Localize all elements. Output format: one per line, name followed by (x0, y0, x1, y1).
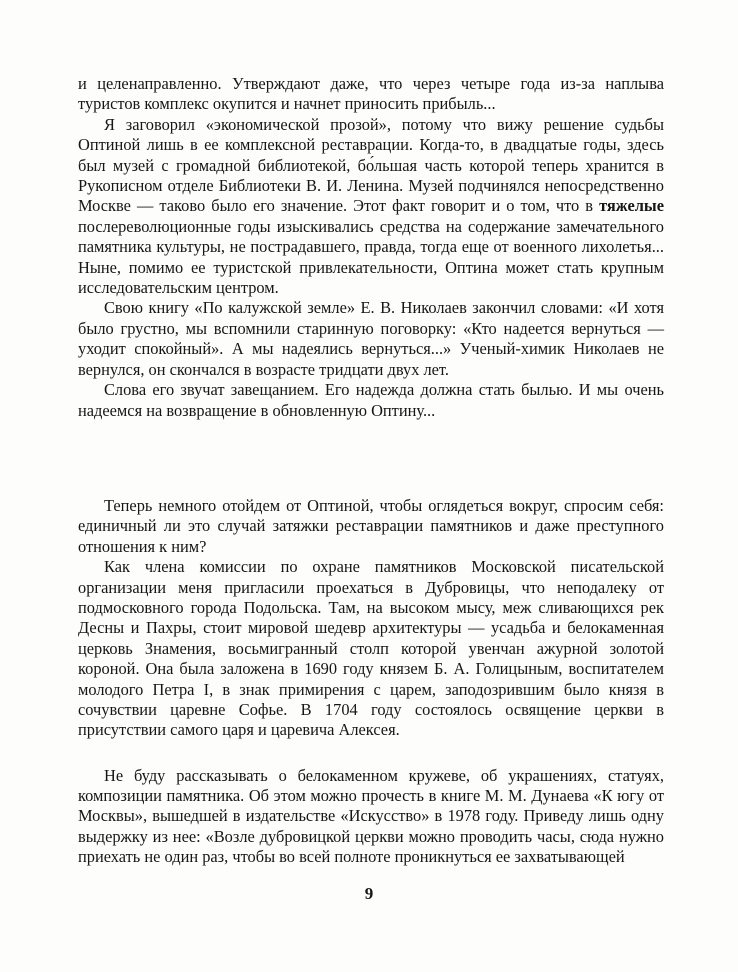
paragraph: и целенаправленно. Утверждают даже, что через четыре года из-за наплыва туристов комплекс окупится и начнет приносить прибыль... (78, 74, 664, 114)
text-section-monument (78, 766, 664, 867)
page-number: 9 (364, 884, 374, 903)
paragraph: Теперь немного отойдем от Оптиной, чтобы оглядеться вокруг, спросим себя: единичный ли это случай затяжки реставрации памятников и даже преступного отношения к ним? (78, 496, 664, 556)
text-section-optina (78, 74, 664, 421)
text-section-dubrovitsy (78, 496, 664, 741)
paragraph: Как члена комиссии по охране памятников Московской писательской организации меня пригласили проехаться в Дубровицы, что неподалеку от подмосковного города Подольска. Там, на высоком мысу, меж сливающихся рек Десны и Пахры, стоит мировой шедевр архитектуры — усадьба и белокаменная церковь Знамения, восьмигранный столп которой увенчан ажурной золотой короной. Она была заложена в 1690 году князем Б. А. Голицыным, воспитателем молодого Петра I, в знак примирения с царем, заподозрившим было князя в сочувствии царевне Софье. В 1704 году состоялось освящение церкви в присутствии самого царя и царевича Алексея. (78, 557, 664, 740)
paragraph: Слова его звучат завещанием. Его надежда должна стать былью. И мы очень надеемся на возвращение в обновленную Оптину... (78, 380, 664, 420)
paragraph: Не буду рассказывать о белокаменном кружеве, об украшениях, статуях, композиции памятника. Об этом можно прочесть в книге М. М. Дунаева «К югу от Москвы», вышедшей в издательстве «Искусство» в 1978 году. Приведу лишь одну выдержку из нее: «Возле дубровицкой церкви можно проводить часы, сюда нужно приехать не один раз, чтобы во всей полноте проникнуться ее захватывающей (78, 766, 664, 866)
paragraph: Свою книгу «По калужской земле» Е. В. Николаев закончил словами: «И хотя было грустно, мы вспомнили старинную поговорку: «Кто надеется вернуться — уходит спокойный». А мы надеялись вернуться...» Ученый-химик Николаев не вернулся, он скончался в возрасте тридцати двух лет. (78, 298, 664, 379)
emphasized-word: тяжелые (599, 196, 664, 216)
paragraph: Я заговорил «экономической прозой», потому что вижу решение судьбы Оптиной лишь в ее комплексной реставрации. Когда-то, в двадцатые годы, здесь был музей с громадной библиотекой, бо́льшая часть которой теперь хранится в Рукописном отделе Библиотеки В. И. Ленина. Музей подчинялся непосредственно Москве — таково было его значение. Этот факт говорит и о том, что в тяжелые послереволюционные годы изыскивались средства на содержание замечательного памятника культуры, не пострадавшего, правда, тогда еще от военного лихолетья... Ныне, помимо ее туристской привлекательности, Оптина может стать крупным исследовательским центром. (78, 114, 664, 298)
